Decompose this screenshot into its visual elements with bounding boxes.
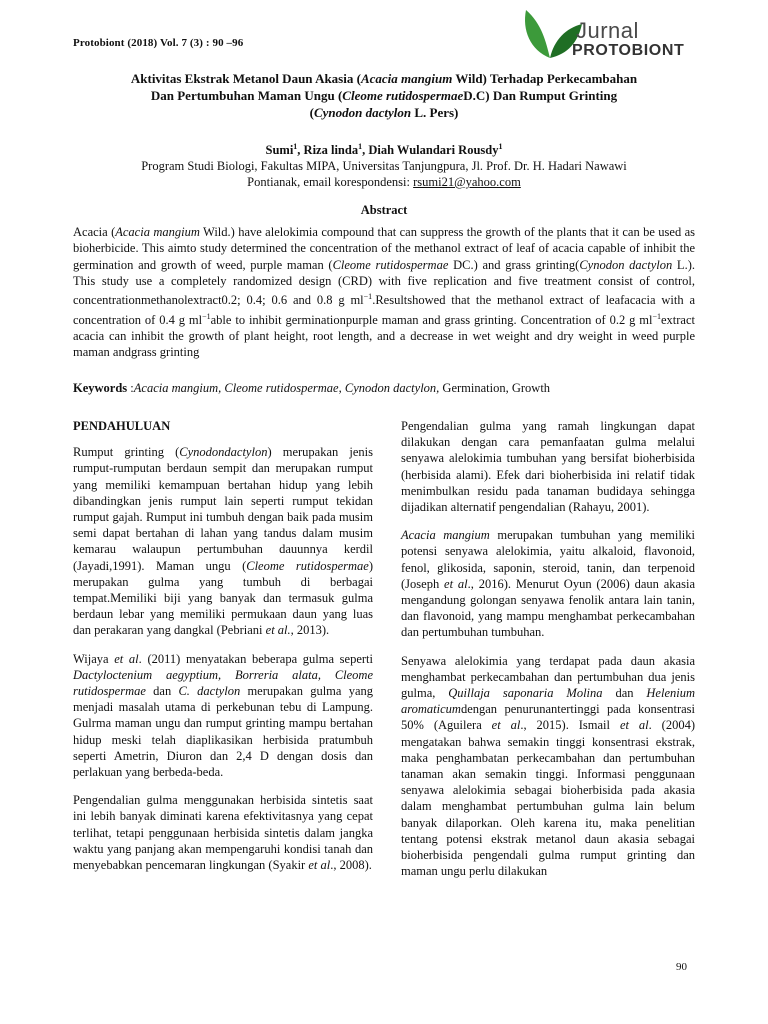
page-number: 90 xyxy=(676,961,687,973)
paragraph: Rumput grinting (Cynodondactylon) merupakan jenis rumput-rumputan berdaun sempit dan merupakan rumput yang memiliki kemampuan bertahan hidup yang lebih dibandingkan jenis rumput lain seperti rumput tekidan rumput gajah. Rumput ini tumbuh dengan baik pada musim semi dapat bertahan di lahan yang tandus dalam musim kemarau walaupun pertumbuhan dauunnya kerdil (Jayadi,1991). Maman ungu (Cleome rutidospermae) merupakan gulma yang tumbuh di berbagai tempat.Memiliki biji yang banyak dan termasuk gulma berdaun lebar yang memiliki permukaan daun yang luas dan perakaran yang dangkal (Pebriani et al., 2013). xyxy=(73,445,373,638)
logo-word-jurnal: Jurnal xyxy=(576,18,639,43)
affiliation: Program Studi Biologi, Fakultas MIPA, Universitas Tanjungpura, Jl. Prof. Dr. H. Hadari Nawawi Pontianak, email korespondensi: rsumi21@yahoo.com xyxy=(141,159,627,189)
author-list: Sumi$^1$, Riza linda$^1$, Diah Wulandari Rousdy$^1$ xyxy=(265,142,503,158)
logo-word-protobiont: PROTOBIONT xyxy=(572,42,685,59)
keywords: Keywords :Acacia mangium, Cleome rutidospermae, Cynodon dactylon, Germination, Growth xyxy=(73,381,551,395)
paragraph: Wijaya et al. (2011) menyatakan beberapa gulma seperti Dactyloctenium aegyptium, Borreria alata, Cleome rutidospermae dan C. dactylon merupakan gulma yang menjadi masalah utama di perkebunan tebu di Lampung. Gulrma maman ungu dan rumput grinting mampu bertahan hidup meski telah diaplikasikan herbisida pratumbuh seperti Ametrin, Diuron dan 2,4 D dengan dosis dan perlakuan yang berbeda-beda. xyxy=(73,651,373,780)
article-title: Aktivitas Ekstrak Metanol Daun Akasia (Acacia mangium Wild) Terhadap Perkecambahan Dan Pertumbuhan Maman Ungu (Cleome rutidospermaeD.C) Dan Rumput Grinting (Cynodon dactylon L. Pers) xyxy=(130,71,638,120)
paragraph: Senyawa alelokimia yang terdapat pada daun akasia menghambat perkecambahan dan pertumbuhan dua jenis gulma, Quillaja saponaria Molina dan Helenium aromaticumdengan penurunantertinggi pada konsentrasi 50% (Aguilera et al., 2015). Ismail et al. (2004) mengatakan bahwa semakin tinggi konsentrasi ekstrak, maka penghambatan perkecambahan dan pertumbuhan tanaman akan semakin tinggi. Informasi penggunaan senyawa alelokimia sebagai bioherbisida pada akasia dalam menghambat pertumbuhan gulma lain belum banyak dilaporkan. Oleh karena itu, maka penelitian tentang potensi ekstrak metanol daun akasia sebagai bioherbisida pengendali gulma rumput grinting dan maman ungu perlu dilakukan xyxy=(401,653,696,879)
paragraph: Pengendalian gulma menggunakan herbisida sintetis saat ini lebih banyak diminati karena efektivitasnya yang cepat terlihat, tetapi penggunaan herbisida sintetis dalam jangka waktu yang panjang akan mempengaruhi kondisi tanah dan menyebabkan pencemaran lingkungan (Syakir et al., 2008). xyxy=(73,793,373,873)
paragraph: Pengendalian gulma yang ramah lingkungan dapat dilakukan dengan cara pemanfaatan gulma melalui senyawa alelokimia tumbuhan yang bersifat bioherbisida (herbisida alami). Efek dari bioherbisida ini relatif tidak menimbulkan residu pada tanaman budidaya sehingga dijadikan alternatif pengendalian (Rahayu, 2001). xyxy=(401,419,695,515)
section-heading: PENDAHULUAN xyxy=(73,419,171,433)
abstract-text: Acacia (Acacia mangium Wild.) have alelokimia compound that can suppress the growth of the plants that it can be used as bioherbicide. This aimto study determined the concentration of the methanol extract of leaf of acacia capable of inhibit the germination and growth of weed, purple maman (Cleome rutidospermae DC.) and grass grinting(Cynodon dactylon L.). This study use a completely randomized design (CRD) with five replication and five treatment consist of control, concentrationmethanolextract0.2; 0.4; 0.6 and 0.8 g $ml^{-1}.Resultshowed$ that the methanol extract of leafacacia with a concentration of 0.4 g $ml^{-1}able$ to inhibit germinationpurple maman and grass grinting. Concentration of 0.2 g $ml^{-1}extract$ acacia can inhibit the growth of plant height, root length, and a decrease in wet weight and dry weight in weed purple maman andgrass grinting xyxy=(73,225,696,360)
journal-logo xyxy=(520,6,700,64)
paragraph: Acacia mangium merupakan tumbuhan yang memiliki potensi senyawa alelokimia, yaitu alkaloid, flavonoid, fenol, glikosida, saponin, steroid, tanin, dan terpenoid (Joseph et al., 2016). Menurut Oyun (2006) daun akasia mengandung golongan senyawa fenolik antara lain tanin, dan flavonoid, yang mampu menghambat perkecambahan dan pertumbuhan tumbuhan. xyxy=(401,528,695,640)
abstract-heading: Abstract xyxy=(360,203,408,217)
email-link[interactable]: rsumi21@yahoo.com xyxy=(413,175,521,189)
left-column xyxy=(73,418,373,885)
right-column xyxy=(401,418,695,891)
running-head: Protobiont (2018) Vol. 7 (3) : 90 –96 xyxy=(73,37,244,49)
